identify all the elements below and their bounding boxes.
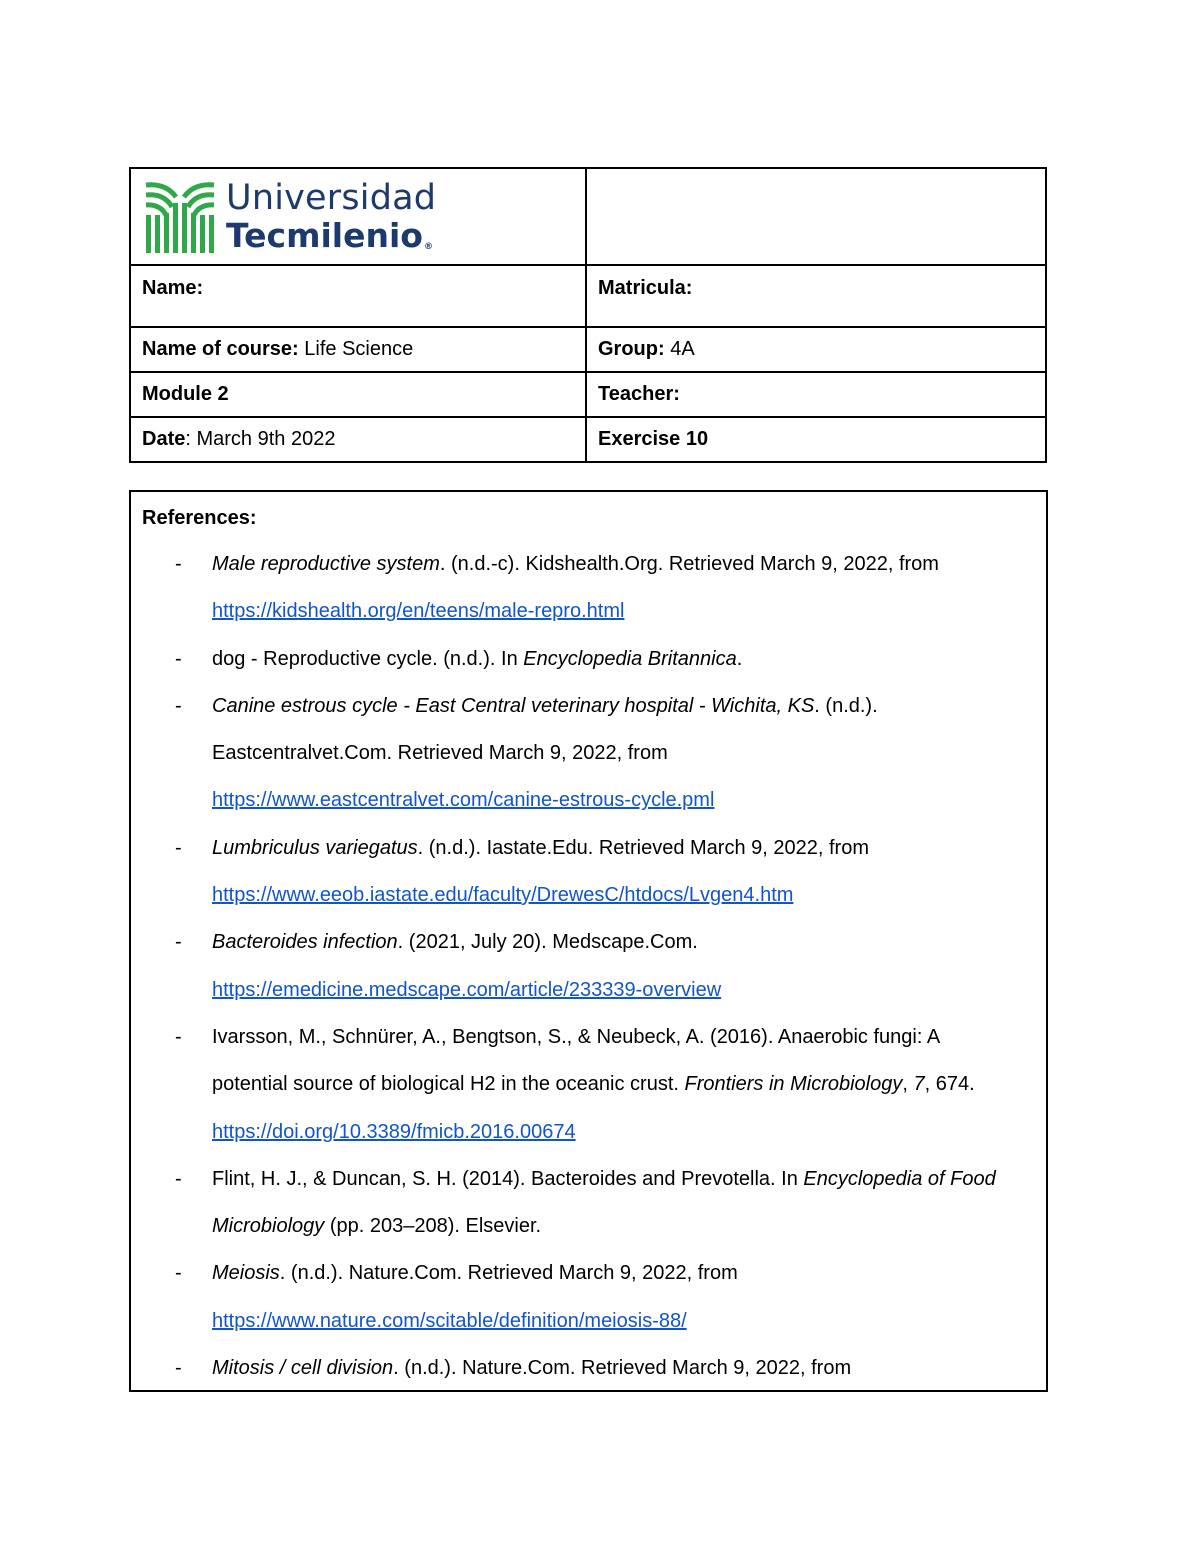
references-box xyxy=(129,490,1048,1392)
ref-text: . (n.d.). Nature.Com. Retrieved March 9, 2022, from xyxy=(279,1262,738,1285)
course-value: Life Science xyxy=(304,338,414,360)
ref-sep: , xyxy=(902,1073,914,1096)
ref-title: Meiosis xyxy=(212,1262,280,1285)
ref-title: Canine estrous cycle - East Central veterinary hospital - Wichita, KS xyxy=(212,694,815,717)
ref-source: Encyclopedia Britannica xyxy=(523,647,737,670)
list-dash: - xyxy=(175,931,182,954)
ref-text: . (n.d.-c). Kidshealth.Org. Retrieved March 9, 2022, from xyxy=(439,553,939,575)
list-dash: - xyxy=(175,1167,182,1190)
reference-item xyxy=(142,541,1035,636)
ref-text-line-2: potential source of biological H2 in the oceanic crust. xyxy=(212,1073,685,1096)
list-dash: - xyxy=(175,1357,182,1380)
ref-title: Bacteroides infection xyxy=(212,931,398,954)
reference-item xyxy=(142,683,1035,825)
ref-title: Male reproductive system xyxy=(212,553,440,575)
ref-pages: , 674. xyxy=(924,1073,975,1096)
date-cell xyxy=(130,417,586,462)
ref-title: Mitosis / cell division xyxy=(212,1357,394,1380)
group-label: Group: xyxy=(598,338,665,360)
ref-volume: 7 xyxy=(913,1073,925,1096)
ref-text: Ivarsson, M., Schnürer, A., Bengtson, S., & Neubeck, A. (2016). Anaerobic fungi: A xyxy=(212,1025,941,1048)
list-dash: - xyxy=(175,694,182,717)
logo-empty-cell xyxy=(586,168,1046,265)
matricula-cell xyxy=(586,265,1046,327)
exercise-cell xyxy=(586,417,1046,462)
name-cell xyxy=(130,265,586,327)
reference-item xyxy=(142,1345,1035,1392)
ref-text-line-2: Eastcentralvet.Com. Retrieved March 9, 2022, from xyxy=(212,742,668,765)
ref-link[interactable]: https://emedicine.medscape.com/article/233339-overview xyxy=(212,978,722,1001)
ref-text: Flint, H. J., & Duncan, S. H. (2014). Bacteroides and Prevotella. In xyxy=(212,1167,804,1190)
reference-item xyxy=(142,1250,1035,1345)
ref-link[interactable]: https://www.nature.com/scitable/definition/meiosis-88/ xyxy=(212,1309,687,1332)
teacher-cell xyxy=(586,372,1046,417)
ref-link[interactable]: https://www.eeob.iastate.edu/faculty/DrewesC/htdocs/Lvgen4.htm xyxy=(212,884,794,907)
ref-link[interactable]: https://www.eastcentralvet.com/canine-estrous-cycle.pml xyxy=(212,789,715,812)
group-cell xyxy=(586,327,1046,372)
logo-cell xyxy=(130,168,586,265)
list-dash: - xyxy=(175,647,182,670)
ref-text: . (n.d.). xyxy=(814,694,878,717)
header-table xyxy=(129,167,1047,463)
module-cell xyxy=(130,372,586,417)
reference-item xyxy=(142,1014,1035,1156)
reference-item xyxy=(142,825,1035,920)
ref-source-line-2: Microbiology xyxy=(212,1215,325,1238)
university-logo xyxy=(142,179,574,255)
tecmilenio-arches-icon xyxy=(142,179,218,255)
reference-item xyxy=(142,1156,1035,1251)
ref-journal: Frontiers in Microbiology xyxy=(684,1073,903,1096)
ref-tail: (pp. 203–208). Elsevier. xyxy=(324,1215,542,1238)
date-label: Date xyxy=(142,428,186,450)
matricula-label: Matricula: xyxy=(598,277,693,299)
list-dash: - xyxy=(175,1262,182,1285)
reference-item xyxy=(142,919,1035,1014)
list-dash: - xyxy=(175,836,182,859)
ref-link[interactable]: https://kidshealth.org/en/teens/male-repro.html xyxy=(212,600,625,623)
ref-text: . (n.d.). Nature.Com. Retrieved March 9, 2022, from xyxy=(393,1357,852,1380)
name-label: Name: xyxy=(142,277,204,299)
logo-registered-mark: ® xyxy=(423,242,433,252)
ref-source: Encyclopedia of Food xyxy=(803,1167,996,1190)
ref-text: . (n.d.). Iastate.Edu. Retrieved March 9, 2022, from xyxy=(417,836,869,859)
group-value: 4A xyxy=(670,338,695,360)
ref-link[interactable]: https://doi.org/10.3389/fmicb.2016.00674 xyxy=(212,1120,576,1143)
list-dash: - xyxy=(175,1025,182,1048)
logo-line-2: Tecmilenio xyxy=(226,216,423,255)
ref-text: . (2021, July 20). Medscape.Com. xyxy=(397,931,698,954)
logo-line-1: Universidad xyxy=(226,178,437,218)
exercise-label: Exercise 10 xyxy=(598,428,709,450)
module-label: Module 2 xyxy=(142,383,229,405)
ref-text: dog - Reproductive cycle. (n.d.). In xyxy=(212,647,524,670)
references-title: References: xyxy=(142,507,257,529)
ref-tail: . xyxy=(736,647,743,670)
course-cell xyxy=(130,327,586,372)
teacher-label: Teacher: xyxy=(598,383,680,405)
list-dash: - xyxy=(175,553,182,575)
ref-title: Lumbriculus variegatus xyxy=(212,836,418,859)
reference-item xyxy=(142,636,1035,683)
date-value: : March 9th 2022 xyxy=(185,428,336,450)
course-label: Name of course: xyxy=(142,338,299,360)
